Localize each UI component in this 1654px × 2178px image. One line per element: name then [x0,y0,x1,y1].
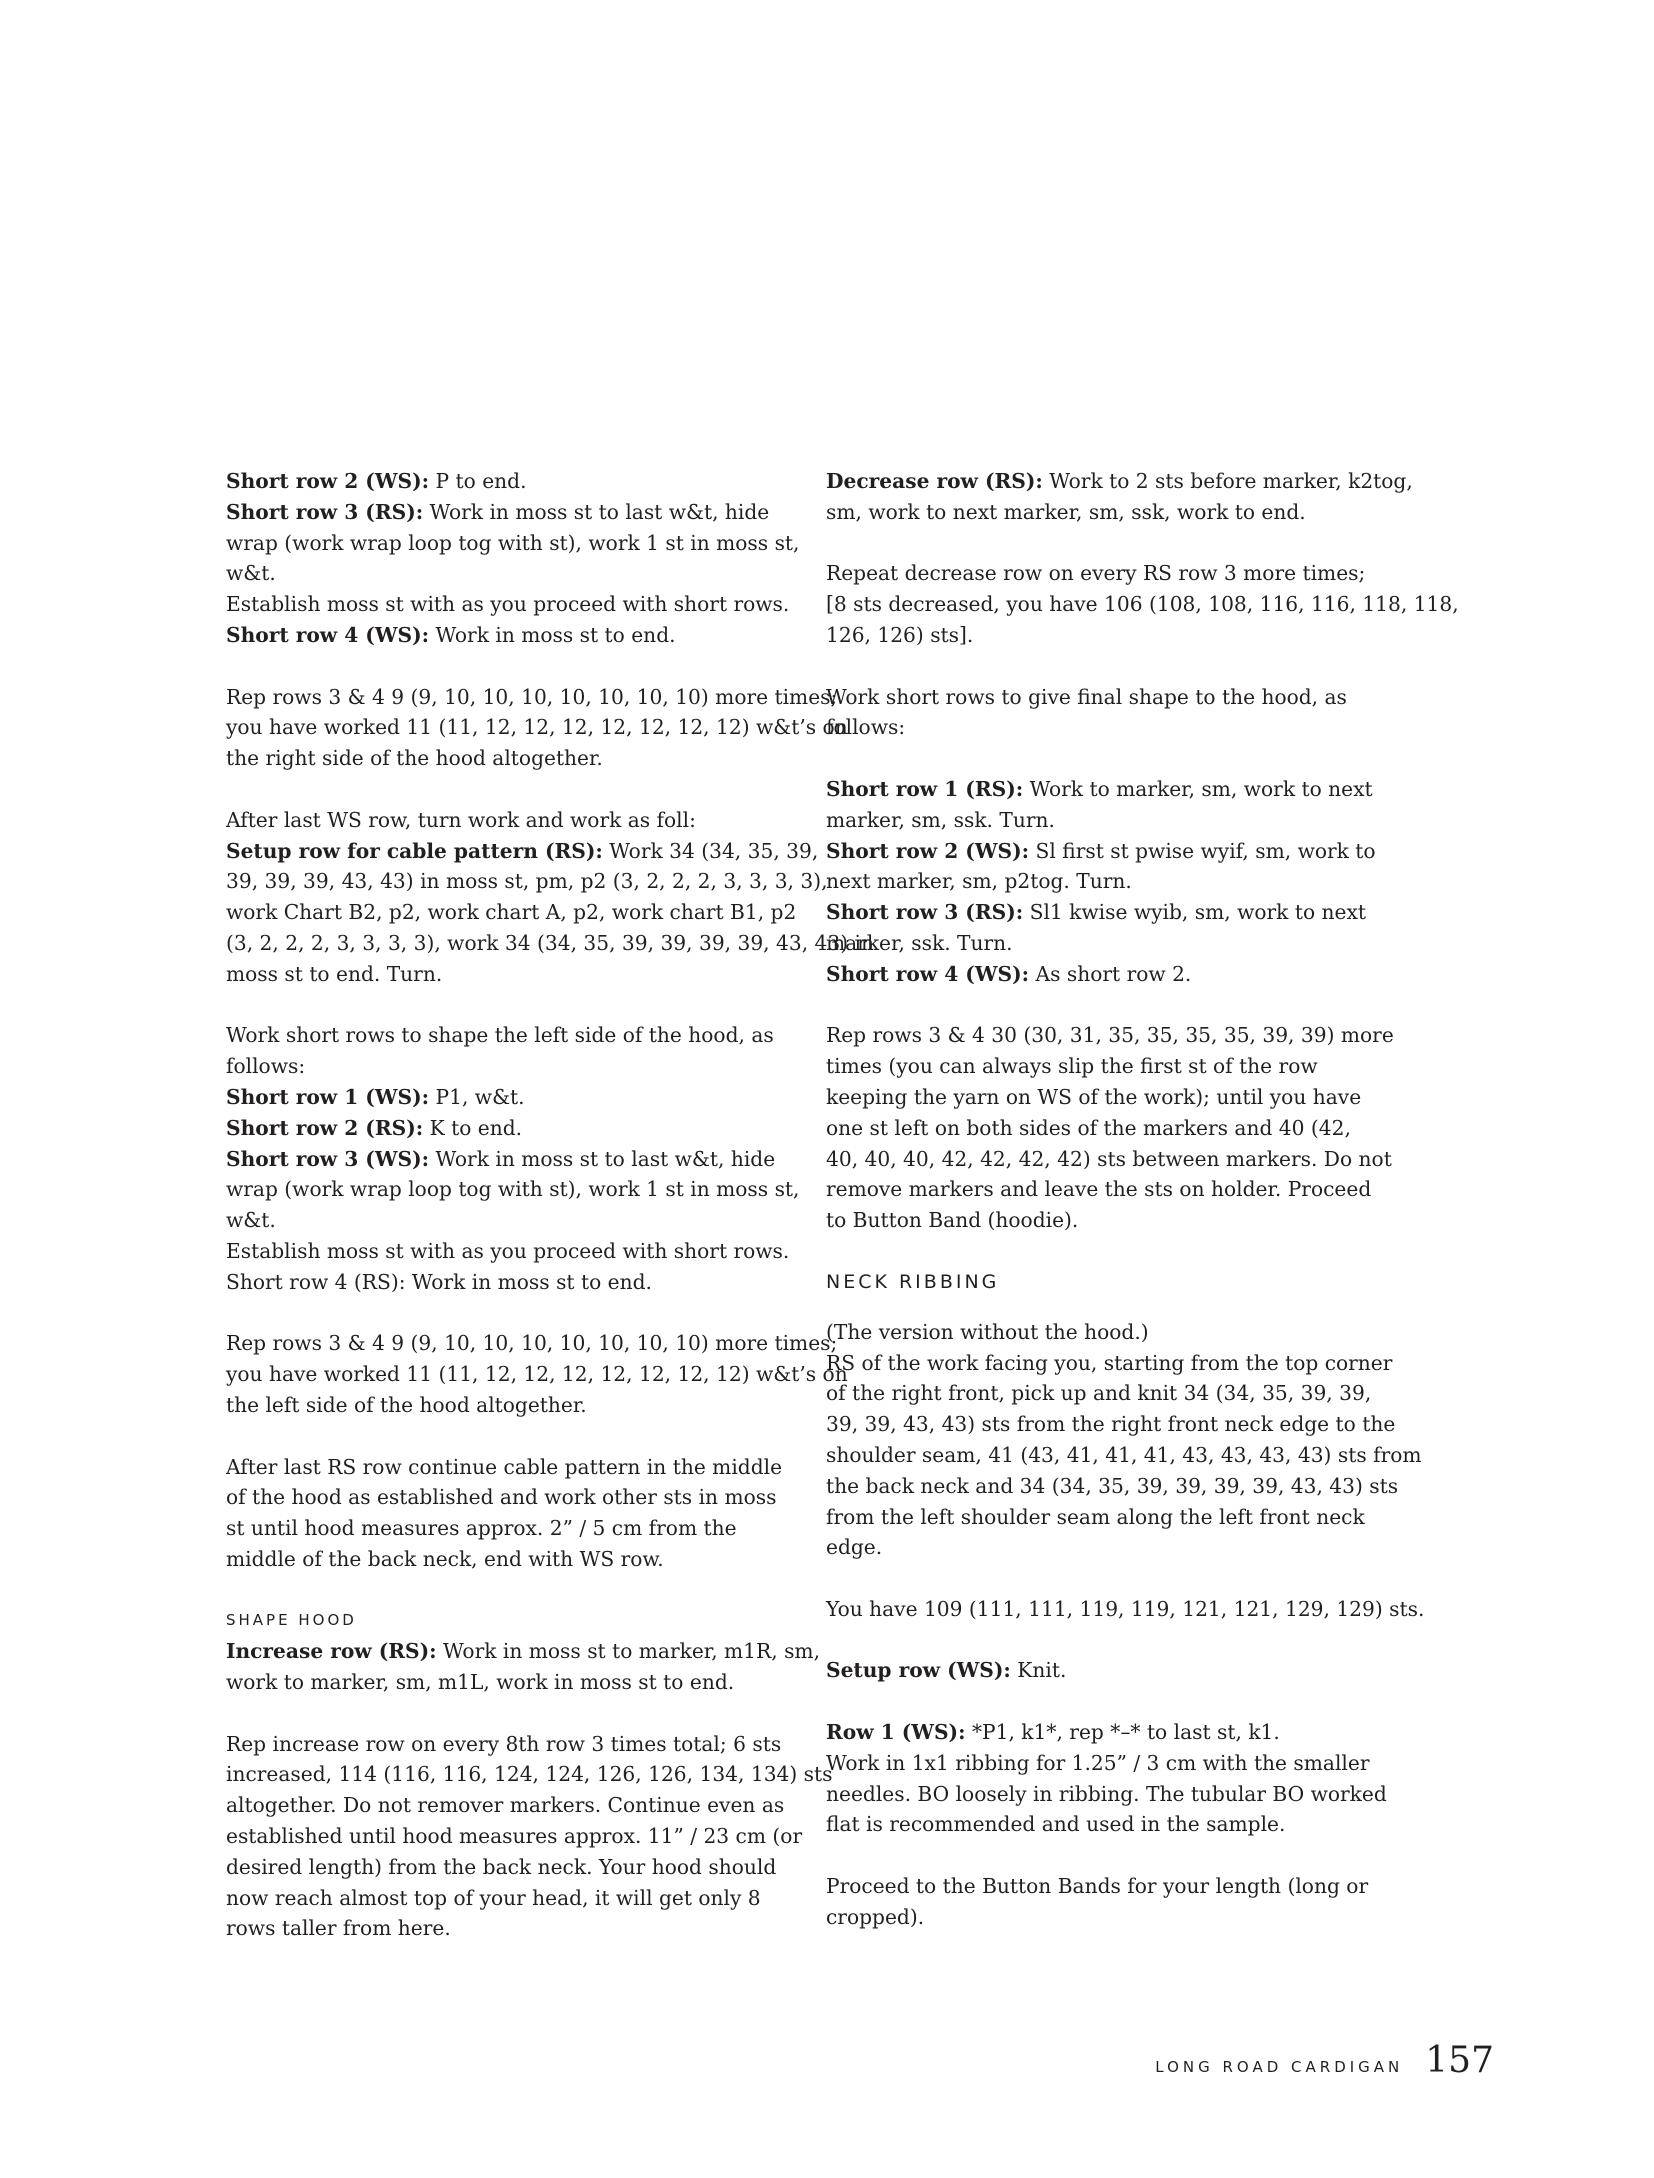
text-line [826,589,1459,620]
line-text: cropped). [826,1904,925,1929]
text-line [226,712,848,743]
line-text: work Chart B2, p2, work chart A, p2, work chart B1, p2 [226,900,797,925]
line-text: marker, sm, ssk. Turn. [826,807,1055,832]
line-text: wrap (work wrap loop tog with st), work 1 st in moss st, [226,530,800,555]
line-text: Short row 4 (RS): Work in moss st to end. [226,1269,652,1294]
line-text: Rep rows 3 & 4 9 (9, 10, 10, 10, 10, 10, 10, 10) more times; [226,1331,838,1356]
row-label: Row 1 (WS): [826,1720,966,1745]
line-text: follows: [826,715,906,740]
text-line [826,774,1386,805]
text-line [826,1205,1386,1236]
line-text: Work in moss st to marker, m1R, sm, [436,1639,820,1664]
text-line [826,1532,1386,1563]
paragraph [226,1328,848,1420]
line-text: Work in moss st to end. [429,622,676,647]
line-text: increased, 114 (116, 116, 124, 124, 126, 126, 134, 134) sts [226,1762,833,1787]
line-text: w&t. [226,1208,276,1233]
text-line [226,1636,820,1667]
row-label: Short row 3 (WS): [226,1146,430,1171]
line-text: K to end. [423,1115,523,1140]
row-label: Setup row for cable pattern (RS): [226,838,603,863]
paragraph [226,1636,820,1698]
line-text: Rep rows 3 & 4 9 (9, 10, 10, 10, 10, 10, 10, 10) more times; [226,684,838,709]
line-text: edge. [826,1535,883,1560]
text-line [226,682,838,713]
paragraph [826,682,1386,744]
line-text: Rep rows 3 & 4 30 (30, 31, 35, 35, 35, 35, 39, 39) more [826,1023,1394,1048]
text-line [826,466,1413,497]
text-line [826,1144,1392,1175]
line-text: times (you can always slip the first st of the row [826,1054,1318,1079]
line-text: moss st to end. Turn. [226,961,443,986]
paragraph [226,682,848,774]
line-text: sm, work to next marker, sm, ssk, work to end. [826,499,1306,524]
text-line [226,1452,786,1483]
line-text: After last RS row continue cable pattern in the middle [226,1454,783,1479]
line-text: altogether. Do not remover markers. Continue even as [226,1793,785,1818]
text-line [826,497,1386,528]
row-label: Short row 2 (RS): [226,1115,424,1140]
line-text: After last WS row, turn work and work as foll: [226,807,696,832]
text-line [226,1729,786,1760]
text-line [226,1883,786,1914]
line-text: of the right front, pick up and knit 34 (34, 35, 39, 39, [826,1381,1372,1406]
text-line [226,928,874,959]
line-text: desired length) from the back neck. Your hood should [226,1854,777,1879]
section-heading: SHAPE HOOD [226,1611,357,1630]
paragraph [826,1020,1394,1236]
line-text: RS of the work facing you, starting from the top corner [826,1350,1393,1375]
row-label: Setup row (WS): [826,1658,1011,1683]
text-line [826,1082,1386,1113]
line-text: of the hood as established and work other sts in moss [226,1485,777,1510]
line-text: Work 34 (34, 35, 39, [602,838,819,863]
section-heading: NECK RIBBING [826,1270,1000,1293]
text-line [826,1113,1386,1144]
text-line [226,1328,838,1359]
text-line [826,1020,1394,1051]
text-line [826,620,1386,651]
text-line [226,1174,800,1205]
text-line [226,1544,786,1575]
paragraph [226,805,874,990]
text-line [826,1779,1386,1810]
line-text: 39, 39, 39, 43, 43) in moss st, pm, p2 (3, 2, 2, 2, 3, 3, 3, 3), [226,869,828,894]
page-number: 157 [1425,2040,1494,2081]
text-line [826,558,1386,589]
line-text: you have worked 11 (11, 12, 12, 12, 12, 12, 12, 12) w&t’s on [226,1362,848,1387]
text-line [226,743,786,774]
line-text: next marker, sm, p2tog. Turn. [826,869,1132,894]
line-text: Rep increase row on every 8th row 3 times total; 6 sts [226,1731,782,1756]
line-text: (The version without the hood.) [826,1319,1149,1344]
paragraph [826,466,1413,528]
line-text: the back neck and 34 (34, 35, 39, 39, 39, 39, 43, 43) sts [826,1473,1399,1498]
line-text: remove markers and leave the sts on holder. Proceed [826,1177,1372,1202]
text-line [826,866,1386,897]
line-text: from the left shoulder seam along the left front neck [826,1504,1365,1529]
line-text: Establish moss st with as you proceed with short rows. [226,1238,790,1263]
line-text: 126, 126) sts]. [826,622,974,647]
row-label: Short row 4 (WS): [826,961,1030,986]
line-text: w&t. [226,561,276,586]
line-text: Work to 2 sts before marker, k2tog, [1042,469,1413,493]
text-line [826,928,1386,959]
text-line [226,528,800,559]
line-text: Establish moss st with as you proceed with short rows. [226,592,790,617]
line-text: Work short rows to shape the left side of the hood, as [226,1023,774,1048]
line-text: Repeat decrease row on every RS row 3 more times; [826,561,1366,586]
text-line [226,897,797,928]
line-text: the right side of the hood altogether. [226,746,603,771]
text-line [226,1359,848,1390]
line-text: follows: [226,1054,306,1079]
line-text: Proceed to the Button Bands for your length (long or [826,1874,1369,1899]
running-footer-title: LONG ROAD CARDIGAN [1155,2058,1404,2076]
line-text: Work short rows to give final shape to the hood, as [826,684,1347,709]
text-line [826,682,1386,713]
text-line [826,836,1386,867]
text-line [226,558,786,589]
text-line [226,497,786,528]
line-text: 40, 40, 40, 42, 42, 42, 42) sts between markers. Do not [826,1146,1392,1171]
row-label: Short row 4 (WS): [226,622,430,647]
text-line [226,1205,786,1236]
text-line [826,805,1386,836]
text-line [826,1378,1386,1409]
text-line [226,1113,786,1144]
text-line [226,805,786,836]
line-text: rows taller from here. [226,1916,451,1941]
text-line [226,1913,786,1944]
text-line [226,1667,786,1698]
text-line [226,1051,786,1082]
line-text: P1, w&t. [429,1084,525,1109]
line-text: Work to marker, sm, work to next [1023,776,1373,801]
text-line [226,466,786,497]
line-text: [8 sts decreased, you have 106 (108, 108, 116, 116, 118, 118, [826,592,1459,617]
paragraph [826,1317,1422,1563]
text-line [826,1594,1425,1625]
text-line [826,1502,1386,1533]
text-line [826,1174,1386,1205]
paragraph [226,466,800,651]
text-line [826,1748,1386,1779]
text-line [826,712,1386,743]
text-line [826,1655,1386,1686]
text-line [826,1871,1386,1902]
text-line [226,1759,833,1790]
row-label: Short row 1 (WS): [226,1084,430,1109]
page-footer [1155,2040,1494,2081]
line-text: to Button Band (hoodie). [826,1208,1079,1233]
text-line [226,589,790,620]
text-line [826,1717,1386,1748]
line-text: keeping the yarn on WS of the work); until you have [826,1084,1362,1109]
row-label: Short row 3 (RS): [826,900,1024,925]
line-text: Knit. [1010,1658,1067,1683]
text-line [226,1082,786,1113]
line-text: established until hood measures approx. 11” / 23 cm (or [226,1824,803,1849]
text-line [826,897,1386,928]
line-text: middle of the back neck, end with WS row. [226,1546,664,1571]
line-text: *P1, k1*, rep *–* to last st, k1. [965,1720,1280,1745]
paragraph [226,1020,800,1297]
line-text: As short row 2. [1029,961,1192,986]
line-text: st until hood measures approx. 2” / 5 cm from the [226,1516,737,1541]
text-line [826,1809,1386,1840]
line-text: (3, 2, 2, 2, 3, 3, 3, 3), work 34 (34, 35, 39, 39, 39, 39, 43, 43) in [226,930,874,955]
line-text: You have 109 (111, 111, 119, 119, 121, 121, 129, 129) sts. [826,1596,1425,1621]
paragraph [826,774,1386,990]
paragraph [226,1729,833,1945]
text-line [226,620,786,651]
line-text: the left side of the hood altogether. [226,1392,587,1417]
text-line [226,1852,786,1883]
text-line [826,1902,1386,1933]
text-line [226,959,786,990]
paragraph [826,1871,1386,1933]
paragraph [826,1655,1386,1686]
line-text: marker, ssk. Turn. [826,930,1013,955]
line-text: you have worked 11 (11, 12, 12, 12, 12, 12, 12, 12) w&t’s on [226,715,848,740]
right-column [826,466,1459,1963]
row-label: Short row 3 (RS): [226,499,424,524]
line-text: flat is recommended and used in the sample. [826,1812,1286,1837]
line-text: now reach almost top of your head, it will get only 8 [226,1885,761,1910]
line-text: 39, 39, 43, 43) sts from the right front neck edge to the [826,1412,1396,1437]
text-line [226,1790,786,1821]
paragraph [226,1452,786,1575]
paragraph [826,558,1459,650]
text-line [226,866,828,897]
text-line [226,1821,803,1852]
text-line [226,1513,786,1544]
text-line [226,1267,786,1298]
text-line [226,1144,786,1175]
text-line [226,1236,790,1267]
row-label: Short row 2 (WS): [826,838,1030,863]
text-line [226,836,819,867]
line-text: shoulder seam, 41 (43, 41, 41, 41, 43, 43, 43, 43) sts from [826,1442,1422,1467]
text-line [826,1051,1386,1082]
text-line [826,1317,1386,1348]
text-line [826,959,1386,990]
line-text: P to end. [429,469,527,493]
line-text: Work in moss st to last w&t, hide [429,1146,776,1171]
line-text: Sl first st pwise wyif, sm, work to [1029,838,1376,863]
row-label: Decrease row (RS): [826,469,1043,493]
text-line [226,1020,786,1051]
text-line [826,1440,1422,1471]
line-text: work to marker, sm, m1L, work in moss st to end. [226,1670,735,1695]
paragraph [826,1717,1386,1840]
row-label: Short row 1 (RS): [826,776,1024,801]
line-text: Work in moss st to last w&t, hide [423,499,770,524]
row-label: Short row 2 (WS): [226,469,430,493]
line-text: Sl1 kwise wyib, sm, work to next [1023,900,1366,925]
line-text: needles. BO loosely in ribbing. The tubular BO worked [826,1781,1387,1806]
paragraph [826,1594,1425,1625]
text-line [826,1471,1399,1502]
text-line [826,1348,1393,1379]
line-text: one st left on both sides of the markers and 40 (42, [826,1115,1351,1140]
text-line [226,1390,786,1421]
text-line [826,1409,1396,1440]
text-line [226,1482,786,1513]
line-text: Work in 1x1 ribbing for 1.25” / 3 cm with the smaller [826,1750,1370,1775]
line-text: wrap (work wrap loop tog with st), work 1 st in moss st, [226,1177,800,1202]
row-label: Increase row (RS): [226,1639,437,1664]
